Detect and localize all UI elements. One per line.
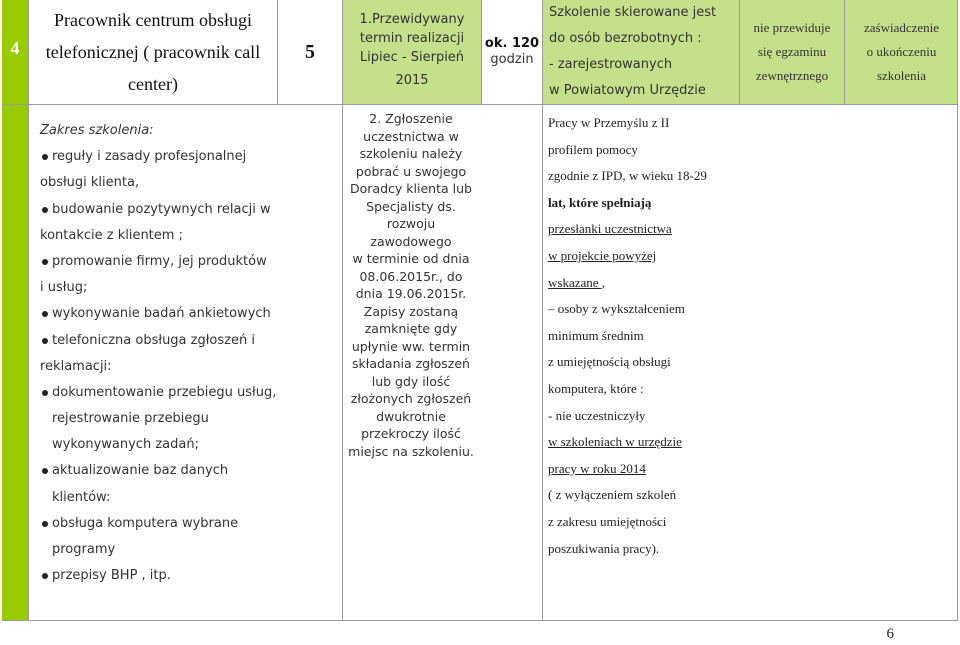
enrollment-line: miejsc na szkoleniu. bbox=[348, 443, 474, 459]
eligibility-line: Pracy w Przemyślu z II bbox=[548, 115, 670, 130]
grid-line bbox=[2, 620, 958, 621]
certificate-cell bbox=[845, 0, 958, 104]
certificate-line: zaświadczenie bbox=[863, 20, 940, 35]
scope-continuation: reklamacji: bbox=[40, 358, 112, 374]
certificate-line: o ukończeniu bbox=[866, 44, 937, 59]
hours-unit: godzin bbox=[490, 52, 534, 67]
eligibility-line: wskazane , bbox=[548, 274, 606, 290]
term-line: 1.Przewidywany bbox=[359, 12, 465, 27]
grid-line bbox=[542, 0, 543, 621]
eligibility-line: zgodnie z IPD, w wieku 18-29 bbox=[548, 168, 707, 184]
scope-bullet-item: budowanie pozytywnych relacji w bbox=[40, 197, 272, 223]
enrollment-line: w terminie od dnia bbox=[352, 251, 470, 266]
scope-heading: Zakres szkolenia: bbox=[40, 123, 154, 138]
enrollment-line: upłynie ww. termin bbox=[351, 338, 471, 354]
exam-line: zewnętrznego bbox=[755, 68, 829, 83]
eligibility-line: w szkoleniach w urzędzie bbox=[548, 434, 682, 450]
enrollment-line: złożonych zgłoszeń bbox=[350, 391, 472, 406]
enrollment-text bbox=[342, 110, 480, 460]
scope-continuation: programy bbox=[52, 542, 116, 557]
eligibility-line: minimum średnim bbox=[548, 327, 644, 343]
participants-cell bbox=[278, 0, 342, 104]
eligibility-line: poszukiwania pracy). bbox=[548, 540, 660, 556]
hours-cell bbox=[482, 0, 542, 104]
target-line: do osób bezrobotnych : bbox=[549, 31, 702, 46]
grid-line bbox=[28, 0, 29, 621]
grid-line bbox=[844, 0, 845, 104]
grid-line bbox=[739, 0, 740, 104]
participants-count: 5 bbox=[305, 40, 315, 63]
eligibility-line: lat, które spełniają bbox=[548, 194, 652, 210]
scope-bullet-item: reguły i zasady profesjonalnej bbox=[40, 144, 272, 170]
enrollment-line: zawodowego bbox=[370, 233, 452, 249]
enrollment-line: zamknięte gdy bbox=[364, 321, 458, 336]
position-line: Pracownik centrum obsługi bbox=[54, 10, 252, 30]
scope-continuation: klientów: bbox=[52, 489, 111, 505]
term-line: Lipiec - Sierpień bbox=[359, 50, 465, 65]
eligibility-line: z umiejętnością obsługi bbox=[548, 354, 671, 370]
enrollment-line: 08.06.2015r., do bbox=[359, 268, 463, 284]
hours-value: ok. 120 bbox=[484, 36, 540, 51]
scope-bullet-item: przepisy BHP , itp. bbox=[40, 563, 272, 589]
enrollment-line: dwukrotnie bbox=[376, 408, 446, 424]
scope-bullet-item: promowanie firmy, jej produktów bbox=[40, 249, 272, 275]
enrollment-line: Specjalisty ds. bbox=[366, 198, 456, 214]
eligibility-line: w projekcie powyżej bbox=[548, 247, 657, 263]
scope-continuation: wykonywanych zadań; bbox=[52, 437, 199, 453]
grid-line bbox=[481, 0, 482, 104]
term-cell bbox=[343, 0, 481, 104]
enrollment-line: uczestnictwa w bbox=[363, 128, 459, 144]
scope-continuation: rejestrowanie przebiegu bbox=[52, 411, 209, 427]
scope-bullet-item: telefoniczna obsługa zgłoszeń i bbox=[40, 328, 272, 354]
eligibility-text bbox=[548, 110, 748, 562]
target-line: w Powiatowym Urzędzie bbox=[549, 83, 706, 98]
grid-line bbox=[277, 0, 278, 104]
enrollment-line: dnia 19.06.2015r. bbox=[355, 286, 467, 301]
grid-line bbox=[957, 0, 958, 621]
enrollment-line: Zapisy zostaną bbox=[363, 303, 459, 319]
enrollment-line: składania zgłoszeń bbox=[352, 356, 470, 371]
position-line: center) bbox=[128, 74, 178, 94]
page-number: 6 bbox=[886, 626, 894, 642]
enrollment-line: pobrać u swojego bbox=[355, 163, 467, 179]
scope-bullet-item: dokumentowanie przebiegu usług, bbox=[40, 380, 272, 406]
position-cell bbox=[29, 0, 277, 104]
scope-bullet-item: obsługa komputera wybrane bbox=[40, 511, 272, 537]
scope-continuation: kontakcie z klientem ; bbox=[40, 227, 183, 243]
exam-line: się egzaminu bbox=[757, 44, 827, 59]
term-line: termin realizacji bbox=[359, 31, 465, 46]
scope-continuation: obsługi klienta, bbox=[40, 175, 140, 191]
term-line: 2015 bbox=[395, 73, 429, 88]
eligibility-line: pracy w roku 2014 bbox=[548, 460, 646, 476]
scope-list bbox=[40, 118, 277, 589]
eligibility-line: ( z wyłączeniem szkoleń bbox=[548, 487, 677, 503]
row-number-cell bbox=[2, 0, 28, 621]
enrollment-line: rozwoju bbox=[386, 216, 436, 231]
enrollment-line: przekroczy ilość bbox=[361, 426, 461, 441]
enrollment-line: Doradcy klienta lub bbox=[350, 181, 472, 196]
exam-cell bbox=[740, 0, 844, 104]
row-number: 4 bbox=[10, 38, 20, 58]
eligibility-line: – osoby z wykształceniem bbox=[548, 301, 685, 317]
eligibility-line: - nie uczestniczyły bbox=[548, 407, 646, 423]
certificate-line: szkolenia bbox=[876, 68, 927, 83]
scope-bullet-item: aktualizowanie baz danych bbox=[40, 458, 272, 484]
enrollment-line: 2. Zgłoszenie bbox=[369, 111, 453, 126]
scope-bullet-item: wykonywanie badań ankietowych bbox=[40, 301, 272, 327]
eligibility-line: komputera, które : bbox=[548, 380, 644, 396]
target-line: Szkolenie skierowane jest bbox=[549, 5, 717, 20]
grid-line bbox=[2, 104, 958, 105]
eligibility-line: z zakresu umiejętności bbox=[548, 513, 667, 529]
enrollment-line: lub gdy ilość bbox=[371, 373, 451, 389]
enrollment-line: szkoleniu należy bbox=[359, 146, 463, 161]
scope-continuation: i usług; bbox=[40, 280, 88, 296]
eligibility-line: profilem pomocy bbox=[548, 141, 638, 157]
position-line: telefonicznej ( pracownik call bbox=[45, 42, 261, 62]
target-cell bbox=[543, 0, 745, 104]
eligibility-line: przesłanki uczestnictwa bbox=[548, 221, 672, 237]
exam-line: nie przewiduje bbox=[753, 20, 831, 35]
target-line: - zarejestrowanych bbox=[549, 57, 673, 72]
